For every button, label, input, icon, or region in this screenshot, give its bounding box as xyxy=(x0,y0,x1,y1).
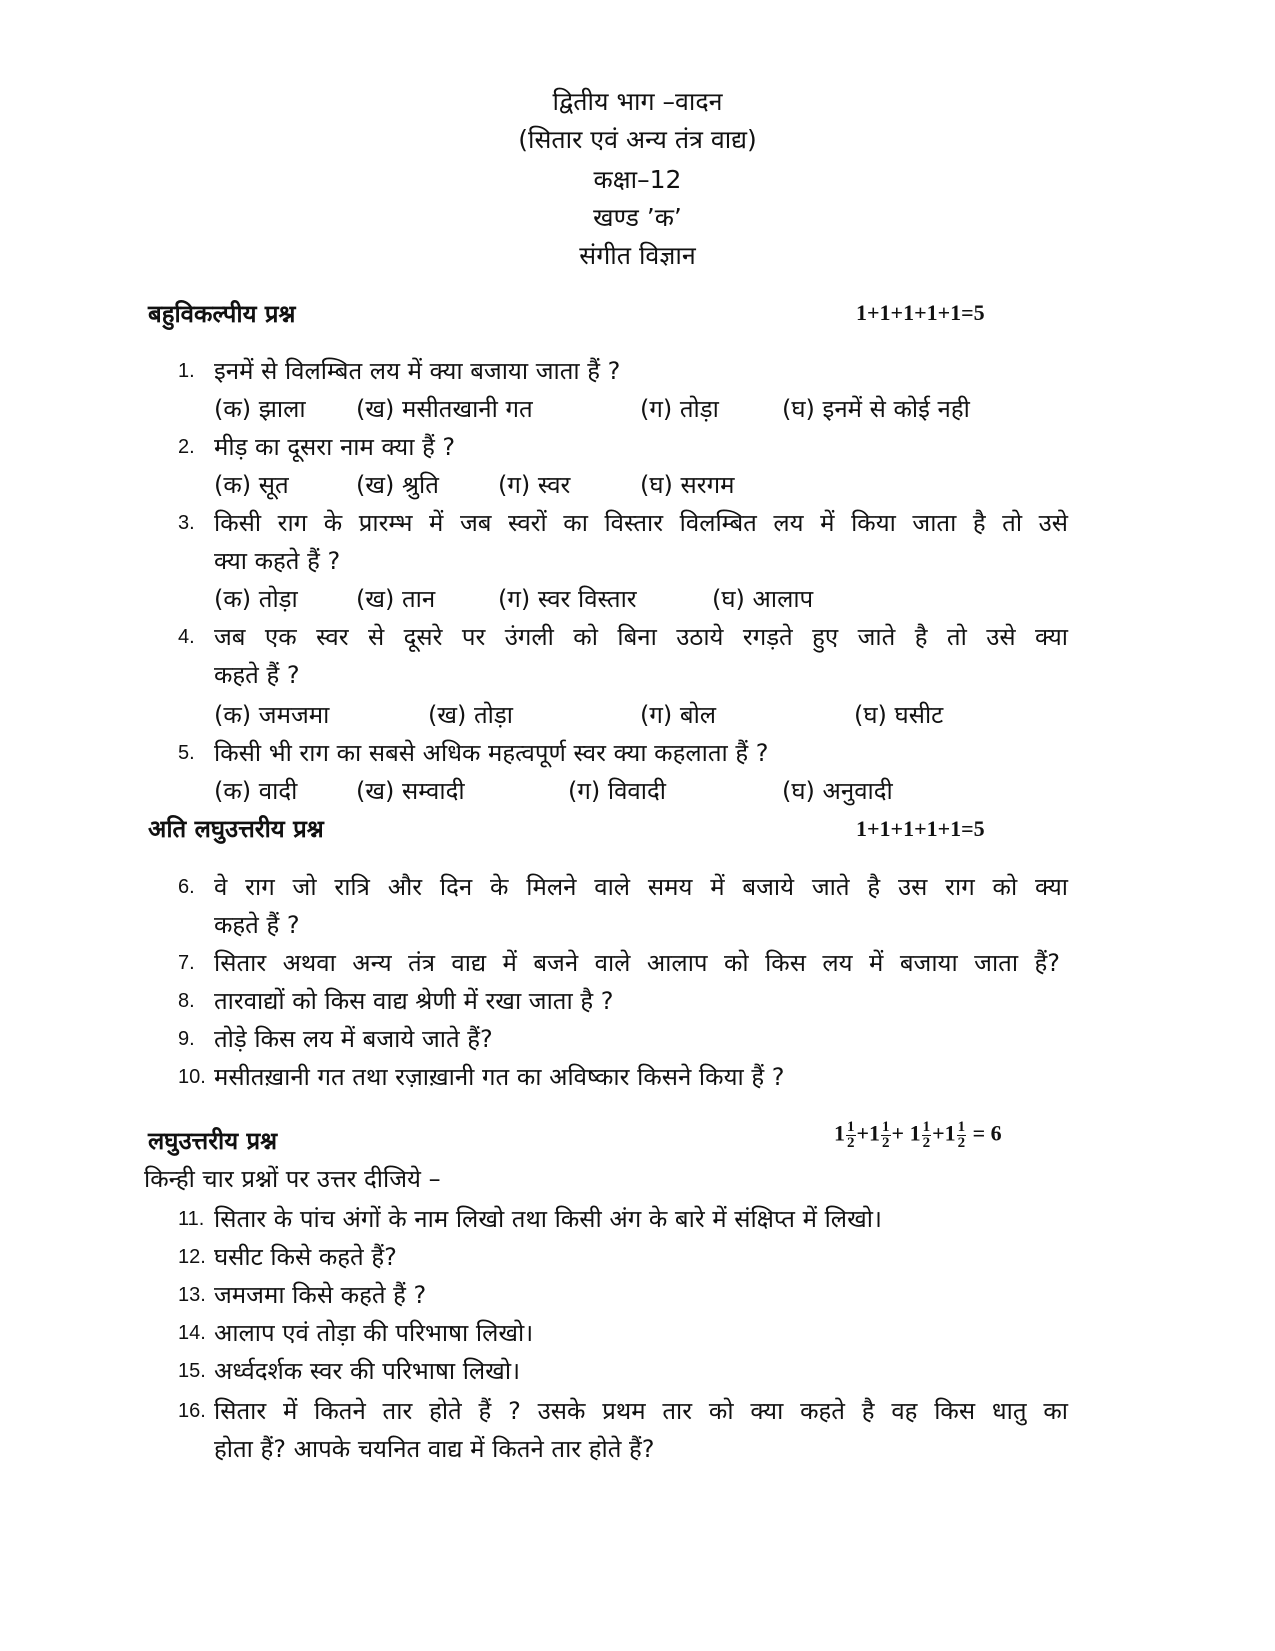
question-number: 13. xyxy=(178,1284,206,1306)
section2-title: अति लघुउत्तरीय प्रश्न xyxy=(148,815,324,843)
question-number: 14. xyxy=(178,1322,206,1344)
marks-fraction: $\frac{1}{2}$ xyxy=(922,1119,931,1151)
option-ga: (ग) विवादी xyxy=(568,777,666,805)
question-number: 9. xyxy=(178,1028,195,1050)
question-number: 16. xyxy=(178,1400,206,1422)
question-number: 12. xyxy=(178,1246,206,1268)
question-number: 2. xyxy=(178,436,195,458)
option-ga: (ग) स्वर xyxy=(498,471,571,499)
option-ka: (क) सूत xyxy=(214,471,289,499)
option-ga: (ग) स्वर विस्तार xyxy=(498,585,637,613)
option-kha: (ख) श्रुति xyxy=(356,471,439,499)
question-number: 11. xyxy=(178,1208,205,1230)
question-number: 1. xyxy=(178,360,195,382)
option-ka: (क) झाला xyxy=(214,395,306,423)
option-kha: (ख) तान xyxy=(356,585,436,613)
marks-fraction: $\frac{1}{2}$ xyxy=(847,1119,855,1151)
question-text-cont: क्या कहते हैं ? xyxy=(214,547,341,575)
question-number: 6. xyxy=(178,876,195,898)
header-subject: (सितार एवं अन्य तंत्र वाद्य) xyxy=(518,125,757,154)
question-text: सितार अथवा अन्य तंत्र वाद्य में बजने वाले आलाप को किस लय में बजाया जाता हैं? xyxy=(214,949,1060,977)
section3-title: लघुउत्तरीय प्रश्न xyxy=(148,1127,278,1155)
question-text: किसी भी राग का सबसे अधिक महत्वपूर्ण स्वर क्या कहलाता हैं ? xyxy=(214,739,769,767)
marks-whole: 1 xyxy=(834,1120,845,1146)
question-number: 3. xyxy=(178,512,195,534)
question-text: वे राग जो रात्रि और दिन के मिलने वाले समय में बजाये जाते है उस राग को क्या xyxy=(214,873,1068,901)
option-ka: (क) वादी xyxy=(214,777,298,805)
question-number: 4. xyxy=(178,626,195,648)
section3-instruction: किन्ही चार प्रश्नों पर उत्तर दीजिये – xyxy=(144,1165,441,1193)
section1-title: बहुविकल्पीय प्रश्न xyxy=(148,300,296,328)
option-gha: (घ) अनुवादी xyxy=(782,777,893,805)
question-text: आलाप एवं तोड़ा की परिभाषा लिखो। xyxy=(214,1319,534,1347)
marks-fraction: $\frac{1}{2}$ xyxy=(957,1119,966,1151)
question-number: 15. xyxy=(178,1360,206,1382)
header-section: खण्ड ’क’ xyxy=(593,203,682,232)
option-ka: (क) जमजमा xyxy=(214,701,330,729)
option-kha: (ख) मसीतखानी गत xyxy=(356,395,533,423)
question-text-cont: कहते हैं ? xyxy=(214,661,300,689)
header-topic: संगीत विज्ञान xyxy=(579,241,696,270)
question-text: तारवाद्यों को किस वाद्य श्रेणी में रखा जाता है ? xyxy=(214,987,614,1015)
question-number: 7. xyxy=(178,952,195,974)
question-text-cont: कहते हैं ? xyxy=(214,911,300,939)
option-kha: (ख) तोड़ा xyxy=(428,701,513,729)
question-text: मसीतख़ानी गत तथा रज़ाख़ानी गत का अविष्कार किसने किया हैं ? xyxy=(214,1063,785,1091)
question-text: सितार में कितने तार होते हैं ? उसके प्रथम तार को क्या कहते है वह किस धातु का xyxy=(214,1397,1068,1425)
question-text: अर्ध्वदर्शक स्वर की परिभाषा लिखो। xyxy=(214,1357,521,1385)
option-gha: (घ) इनमें से कोई नही xyxy=(782,395,970,423)
question-text: जब एक स्वर से दूसरे पर उंगली को बिना उठाये रगड़ते हुए जाते है तो उसे क्या xyxy=(214,623,1068,651)
question-text: सितार के पांच अंगों के नाम लिखो तथा किसी अंग के बारे में संक्षिप्त में लिखो। xyxy=(214,1205,883,1233)
header-title-part: द्वितीय भाग –वादन xyxy=(552,87,723,116)
option-ga: (ग) बोल xyxy=(640,701,717,729)
question-text-cont: होता हैं? आपके चयनित वाद्य में कितने तार होते हैं? xyxy=(214,1435,655,1463)
option-gha: (घ) सरगम xyxy=(640,471,735,499)
marks-fraction: $\frac{1}{2}$ xyxy=(882,1119,890,1151)
question-text: घसीट किसे कहते हैं? xyxy=(214,1243,397,1271)
marks-total: = 6 xyxy=(972,1120,1002,1146)
question-text: इनमें से विलम्बित लय में क्या बजाया जाता हैं ? xyxy=(214,357,621,385)
section2-marks: 1+1+1+1+1=5 xyxy=(856,816,985,841)
option-ka: (क) तोड़ा xyxy=(214,585,298,613)
question-text: किसी राग के प्रारम्भ में जब स्वरों का विस्तार विलम्बित लय में किया जाता है तो उसे xyxy=(214,509,1068,537)
section1-marks: 1+1+1+1+1=5 xyxy=(856,300,985,325)
option-gha: (घ) आलाप xyxy=(712,585,814,613)
question-number: 5. xyxy=(178,742,195,764)
question-text: तोड़े किस लय में बजाये जाते हैं? xyxy=(214,1025,493,1053)
option-kha: (ख) सम्वादी xyxy=(356,777,465,805)
option-gha: (घ) घसीट xyxy=(854,701,944,729)
option-ga: (ग) तोड़ा xyxy=(640,395,719,423)
question-number: 10. xyxy=(178,1066,206,1088)
section3-marks: 1 $\frac{1}{2}$ +1 $\frac{1}{2}$ + 1 $\frac{1}{2}$ +1 $\frac{1}{2}$ = 6 xyxy=(834,1119,1002,1151)
question-number: 8. xyxy=(178,990,195,1012)
question-text: जमजमा किसे कहते हैं ? xyxy=(214,1281,427,1309)
question-text: मीड़ का दूसरा नाम क्या हैं ? xyxy=(214,433,456,461)
header-class: कक्षा–12 xyxy=(593,165,682,194)
